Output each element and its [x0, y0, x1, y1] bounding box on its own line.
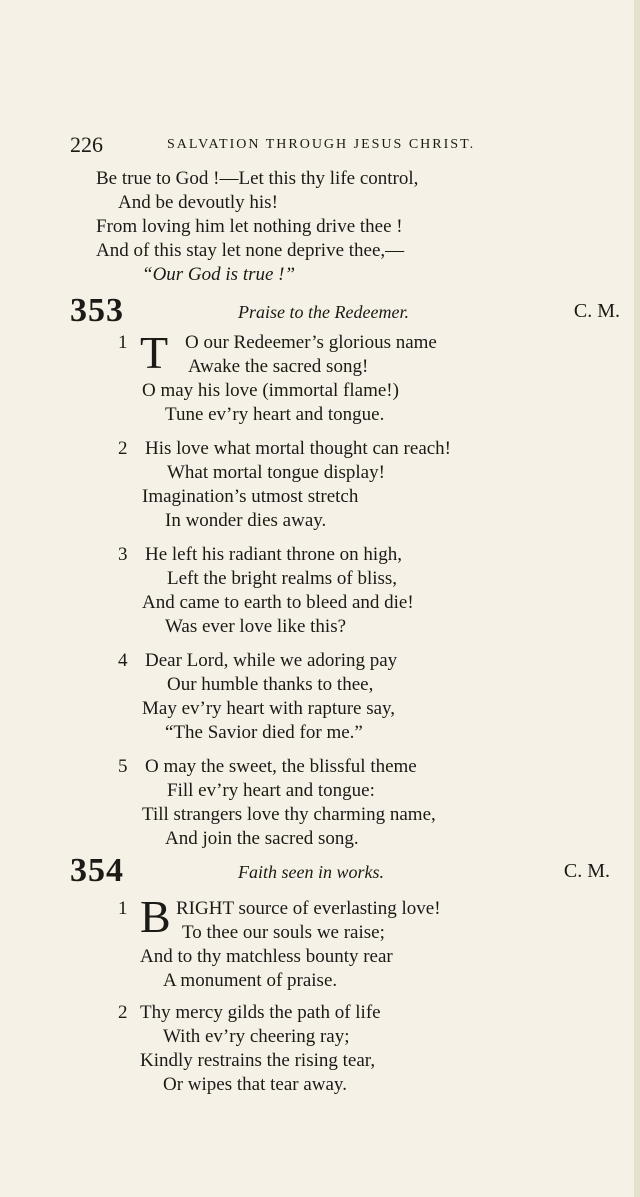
carryover-line: Be true to God !—Let this thy life control, — [96, 168, 419, 189]
verse-line: May ev’ry heart with rapture say, — [142, 698, 396, 719]
drop-cap: T — [140, 327, 169, 378]
hymn-number: 353 — [70, 292, 124, 329]
verse-line: Imagination’s utmost stretch — [142, 486, 359, 507]
carryover-line: And of this stay let none deprive thee,— — [96, 240, 405, 261]
verse-line: In wonder dies away. — [165, 510, 327, 531]
verse-number: 1 — [118, 898, 128, 919]
verse-line: Dear Lord, while we adoring pay — [145, 650, 398, 671]
verse-line: Our humble thanks to thee, — [167, 674, 374, 695]
verse-line: A monument of praise. — [163, 970, 338, 991]
verse-line: And came to earth to bleed and die! — [142, 592, 414, 613]
verse-line: Fill ev’ry heart and tongue: — [167, 780, 375, 801]
running-title: SALVATION THROUGH JESUS CHRIST. — [167, 137, 476, 152]
carryover-line: “Our God is true !” — [142, 264, 296, 285]
verse-number: 3 — [118, 544, 128, 565]
page-edge — [634, 0, 640, 1197]
carryover-line: And be devoutly his! — [118, 192, 278, 213]
verse-line: With ev’ry cheering ray; — [163, 1026, 350, 1047]
hymn-number: 354 — [70, 852, 124, 889]
verse-line: Kindly restrains the rising tear, — [140, 1050, 376, 1071]
verse-line: “The Savior died for me.” — [165, 722, 363, 743]
verse-number: 2 — [118, 1002, 128, 1023]
page-number: 226 — [70, 132, 103, 157]
verse-line: O may the sweet, the blissful theme — [145, 756, 417, 777]
hymn-meter: C. M. — [563, 860, 610, 882]
verse-line: And join the sacred song. — [165, 828, 359, 849]
verse-line: Was ever love like this? — [165, 616, 347, 637]
verse-number: 4 — [118, 650, 128, 671]
verse-line: O may his love (immortal flame!) — [142, 380, 399, 401]
hymn-heading — [70, 852, 620, 892]
running-head — [70, 132, 550, 158]
verse-line: Tune ev’ry heart and tongue. — [165, 404, 385, 425]
verse-line: O our Redeemer’s glorious name — [185, 332, 437, 353]
verse-line: His love what mortal thought can reach! — [145, 438, 452, 459]
verse-line: RIGHT source of everlasting love! — [176, 898, 441, 919]
verse-line: He left his radiant throne on high, — [145, 544, 402, 565]
verse-line: Left the bright realms of bliss, — [167, 568, 398, 589]
drop-cap: B — [140, 891, 171, 942]
verse-line: What mortal tongue display! — [167, 462, 385, 483]
verse-line: Or wipes that tear away. — [163, 1074, 347, 1095]
hymn-heading — [70, 292, 620, 332]
verse-line: Thy mercy gilds the path of life — [140, 1002, 381, 1023]
hymn-title: Praise to the Redeemer. — [238, 302, 409, 322]
hymn-title: Faith seen in works. — [238, 862, 384, 882]
hymn-meter: C. M. — [573, 300, 620, 322]
verse-number: 1 — [118, 332, 128, 353]
verse-number: 2 — [118, 438, 128, 459]
verse-line: And to thy matchless bounty rear — [140, 946, 393, 967]
verse-line: Awake the sacred song! — [188, 356, 369, 377]
carryover-line: From loving him let nothing drive thee ! — [96, 216, 403, 237]
verse-line: Till strangers love thy charming name, — [142, 804, 436, 825]
verse-line: To thee our souls we raise; — [182, 922, 385, 943]
verse-number: 5 — [118, 756, 128, 777]
